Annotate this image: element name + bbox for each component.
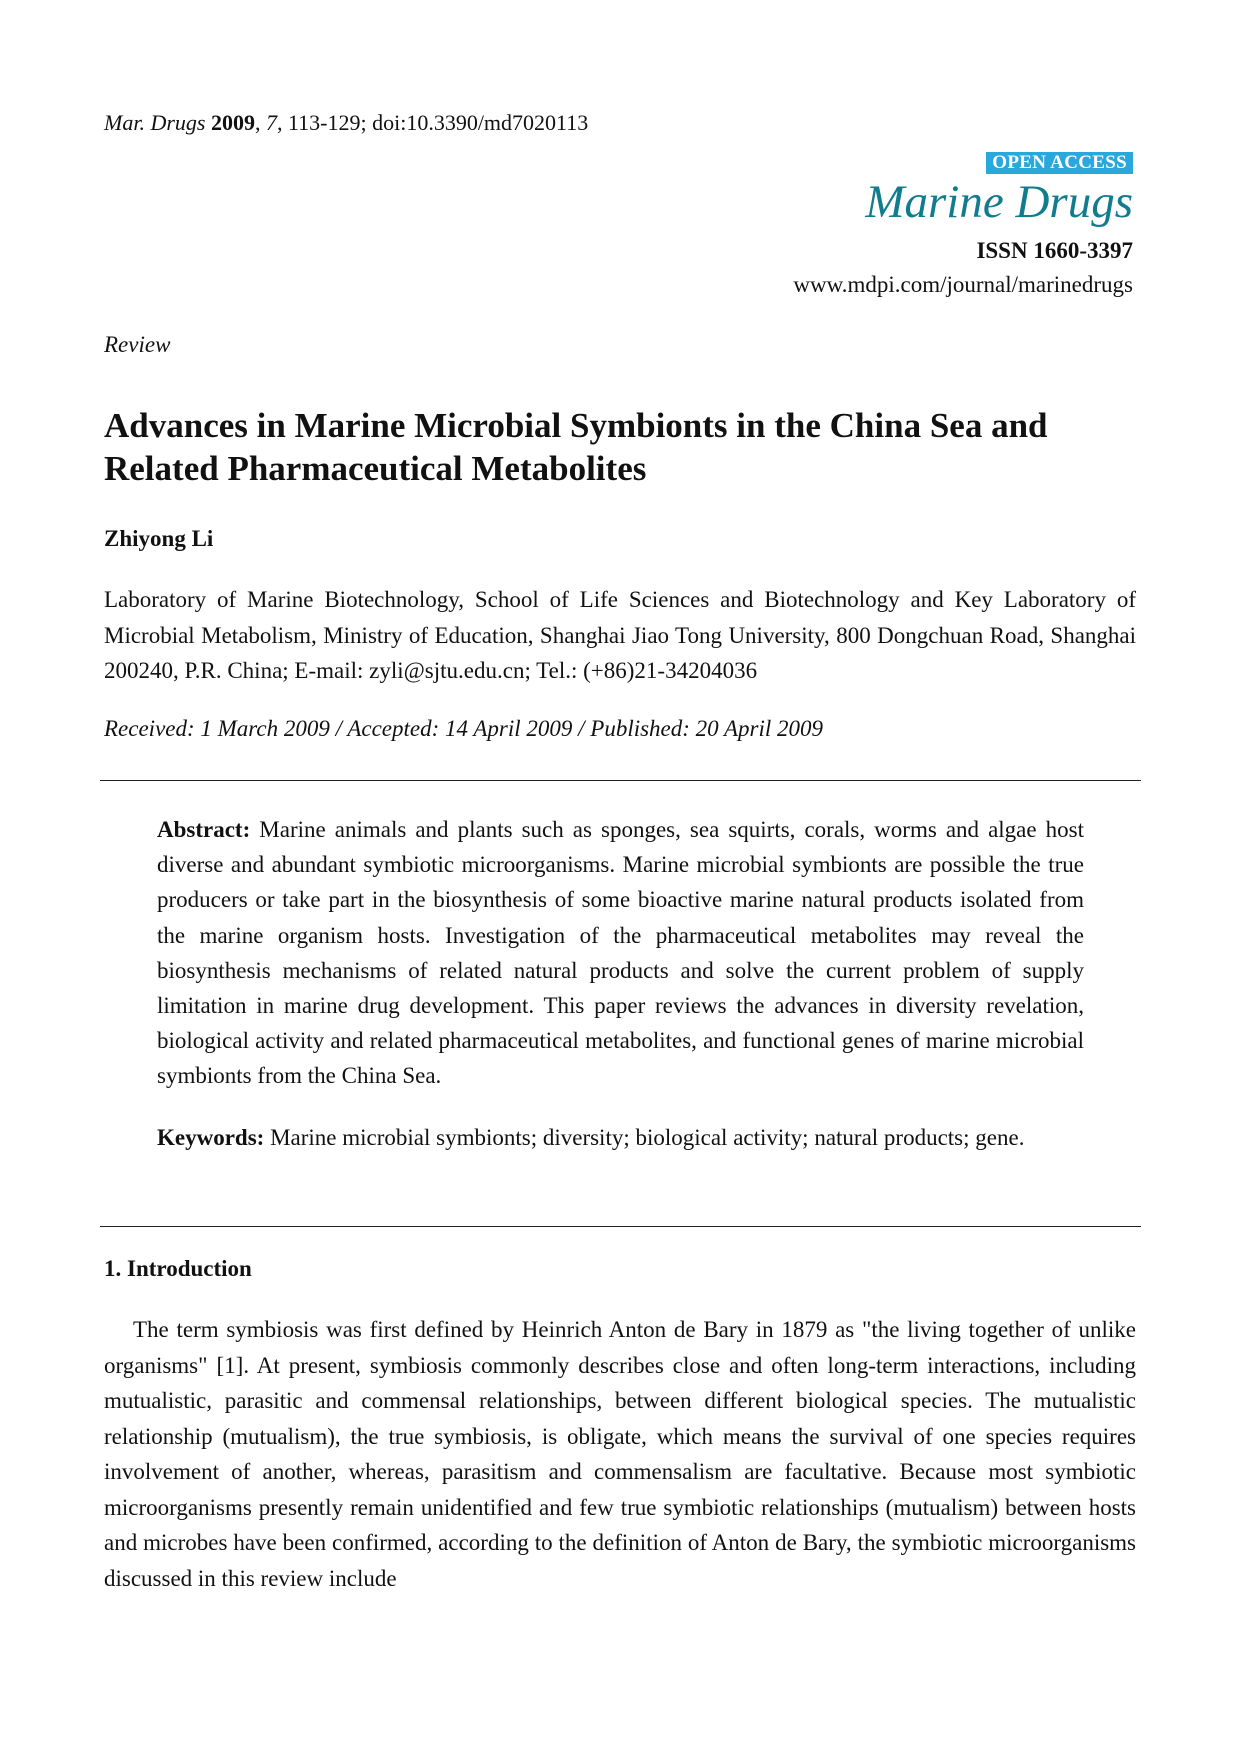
citation-year: 2009 [210,110,255,135]
citation-volume: 7 [265,110,277,135]
divider-top [100,780,1141,781]
author-name: Zhiyong Li [104,526,214,551]
abstract-text: Marine animals and plants such as sponges, sea squirts, corals, worms and algae host diverse and abundant symbiotic microorganisms. Marine microbial symbionts are possible the true producers or take part in the biosynthesis of some bioactive marine natural products isolated from the marine organism hosts. Investigation of the pharmaceutical metabolites may reveal the biosynthesis mechanisms of related natural products and solve the current problem of supply limitation in marine drug development. This paper reviews the advances in diversity revelation, biological activity and related pharmaceutical metabolites, and functional genes of marine microbial symbionts from the China Sea. [157,817,1084,1089]
journal-citation: Mar. Drugs 2009, 7, 113-129; doi:10.3390/md7020113 [104,110,589,135]
issn: ISSN 1660-3397 [976,238,1133,263]
publication-dates: Received: 1 March 2009 / Accepted: 14 April 2009 / Published: 20 April 2009 [104,716,824,741]
open-access-badge: OPEN ACCESS [986,152,1133,174]
citation-pages-doi: , 113-129; doi:10.3390/md7020113 [276,110,589,135]
article-type: Review [104,332,171,357]
article-title: Advances in Marine Microbial Symbionts in the China Sea and Related Pharmaceutical Metabolites [104,406,1048,488]
keywords-text: Marine microbial symbionts; diversity; biological activity; natural products; gene. [270,1125,1025,1150]
citation-journal: Mar. Drugs [104,110,206,135]
section-heading-introduction: 1. Introduction [104,1256,252,1281]
keywords-label: Keywords: [157,1125,265,1150]
abstract [157,812,1084,1094]
abstract-label: Abstract: [157,817,251,842]
introduction-paragraph: The term symbiosis was first defined by Heinrich Anton de Bary in 1879 as "the living together of unlike organisms" [1]. At present, symbiosis commonly describes close and often long-term interactions, including mutualistic, parasitic and commensal relationships, between different biological species. The mutualistic relationship (mutualism), the true symbiosis, is obligate, which means the survival of one species requires involvement of another, whereas, parasitism and commensalism are facultative. Because most symbiotic microorganisms presently remain unidentified and few true symbiotic relationships (mutualism) between hosts and microbes have been confirmed, according to the definition of Anton de Bary, the symbiotic microorganisms discussed in this review include [104,1317,1136,1591]
divider-bottom [100,1226,1141,1227]
journal-url[interactable]: www.mdpi.com/journal/marinedrugs [793,272,1133,297]
keywords [157,1120,1084,1155]
journal-name: Marine Drugs [865,176,1133,228]
author-affiliation: Laboratory of Marine Biotechnology, School of Life Sciences and Biotechnology and Key Laboratory of Microbial Metabolism, Ministry of Education, Shanghai Jiao Tong University, 800 Dongchuan Road, Shanghai 200240, P.R. China; E-mail: zyli@sjtu.edu.cn; Tel.: (+86)21-34204036 [104,587,1136,683]
